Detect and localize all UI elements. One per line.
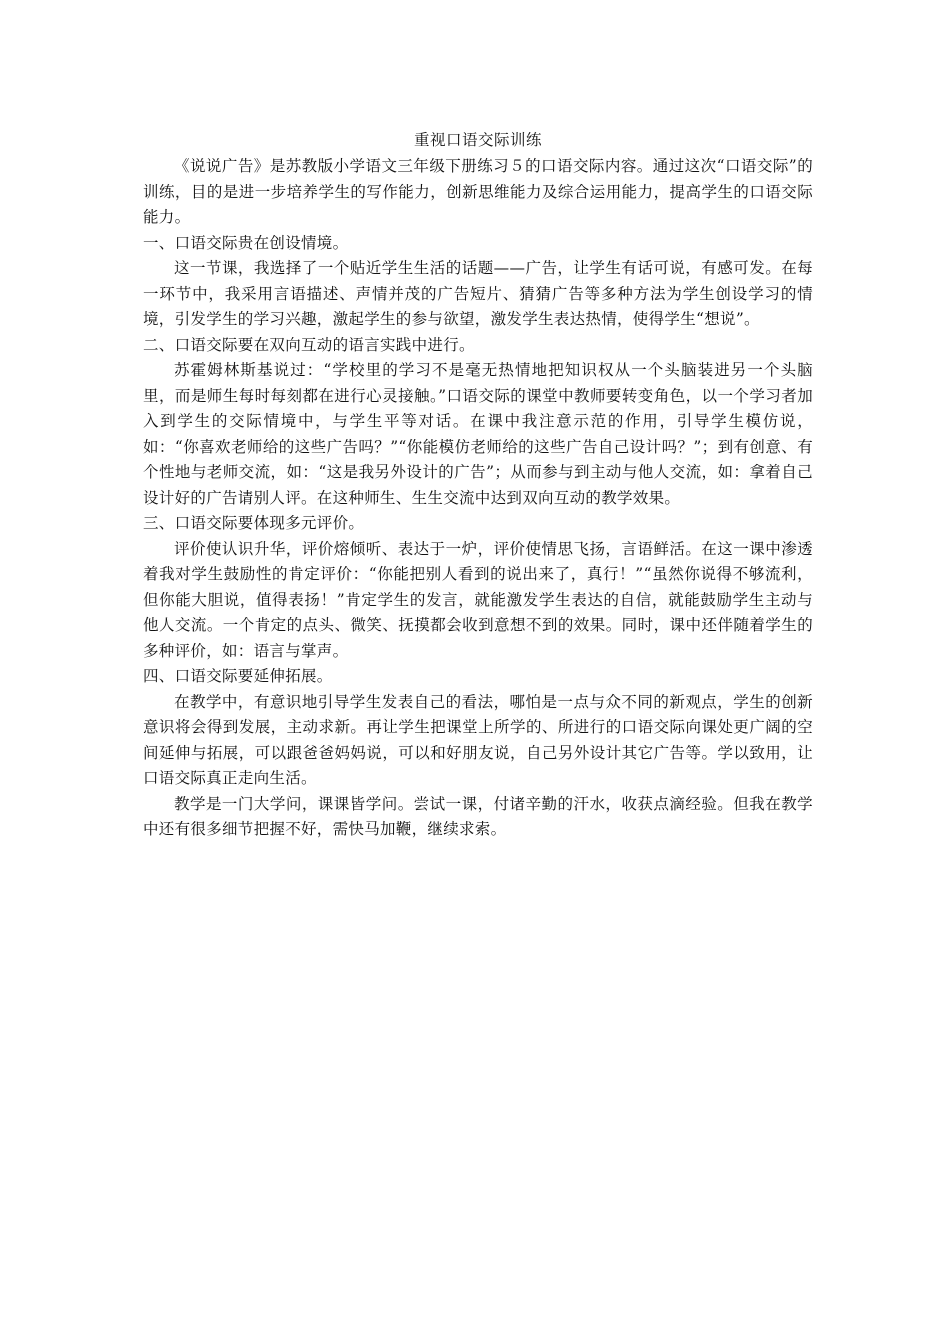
section-body-4: 在教学中，有意识地引导学生发表自己的看法，哪怕是一点与众不同的新观点，学生的创新意识将会得到发展，主动求新。再让学生把课堂上所学的、所进行的口语交际向课处更广阔的空间延伸与拓展，可以跟爸爸妈妈说，可以和好朋友说，自己另外设计其它广告等。学以致用，让口语交际真正走向生活。 (143, 692, 813, 787)
section-heading-1: 一、口语交际贵在创设情境。 (143, 233, 349, 252)
section-body-2: 苏霍姆林斯基说过：“学校里的学习不是毫无热情地把知识权从一个头脑装进另一个头脑里，而是师生每时每刻都在进行心灵接触。”口语交际的课堂中教师要转变角色，以一个学习者加入到学生的交际情境中，与学生平等对话。在课中我注意示范的作用，引导学生模仿说，如：“你喜欢老师给的这些广告吗？”“你能模仿老师给的这些广告自己设计吗？”；到有创意、有个性地与老师交流，如：“这是我另外设计的广告”；从而参与到主动与他人交流，如：拿着自己设计好的广告请别人评。在这种师生、生生交流中达到双向互动的教学效果。 (143, 361, 813, 507)
section-body-3: 评价使认识升华，评价熔倾听、表达于一炉，评价使情思飞扬，言语鲜活。在这一课中渗透着我对学生鼓励性的肯定评价：“你能把别人看到的说出来了，真行！”“虽然你说得不够流利，但你能大胆说，值得表扬！”肯定学生的发言，就能激发学生表达的自信，就能鼓励学生主动与他人交流。一个肯定的点头、微笑、抚摸都会收到意想不到的效果。同时，课中还伴随着学生的多种评价，如：语言与掌声。 (143, 539, 813, 660)
section-body-1: 这一节课，我选择了一个贴近学生生活的话题——广告，让学生有话可说，有感可发。在每一环节中，我采用言语描述、声情并茂的广告短片、猜猜广告等多种方法为学生创设学习的情境，引发学生的学习兴趣，激起学生的参与欲望，激发学生表达热情，使得学生“想说”。 (143, 259, 813, 328)
document-page (143, 127, 813, 843)
intro-paragraph: 《说说广告》是苏教版小学语文三年级下册练习５的口语交际内容。通过这次“口语交际”的训练，目的是进一步培养学生的写作能力，创新思维能力及综合运用能力，提高学生的口语交际能力。 (143, 157, 813, 226)
section-heading-2: 二、口语交际要在双向互动的语言实践中进行。 (143, 335, 475, 354)
section-heading-4: 四、口语交际要延伸拓展。 (143, 667, 333, 685)
conclusion-paragraph: 教学是一门大学问，课课皆学问。尝试一课，付诸辛勤的汗水，收获点滴经验。但我在教学中还有很多细节把握不好，需快马加鞭，继续求索。 (143, 794, 813, 838)
document-title: 重视口语交际训练 (413, 131, 542, 149)
section-heading-3: 三、口语交际要体现多元评价。 (143, 514, 365, 532)
